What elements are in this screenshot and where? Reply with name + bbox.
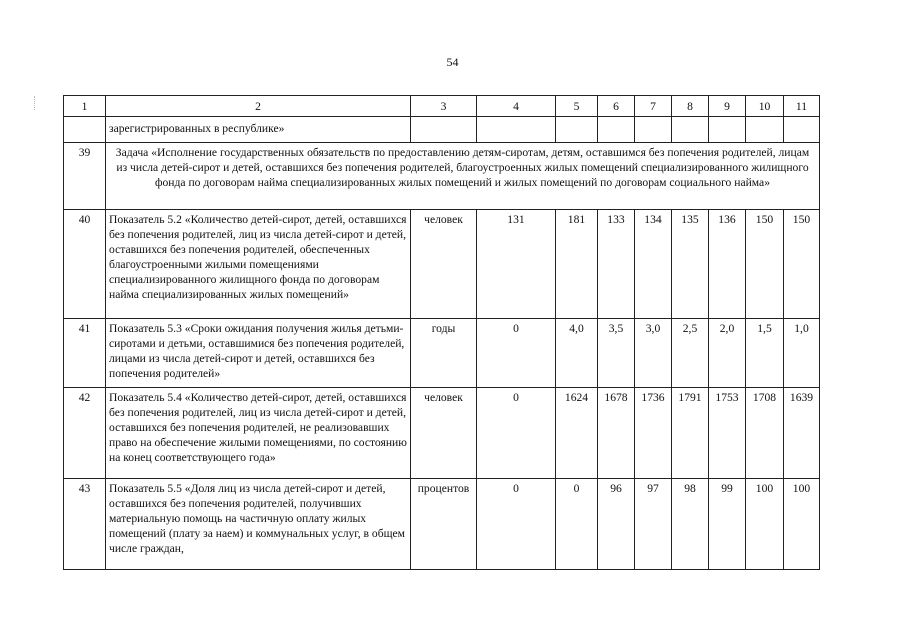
row-number: 43 (64, 479, 106, 570)
value-cell: 1708 (746, 388, 784, 479)
value-cell: 131 (477, 210, 556, 319)
table-row (64, 210, 820, 319)
value-cell: 1,0 (784, 319, 820, 388)
row-number: 39 (64, 143, 106, 210)
value-cell: 0 (556, 479, 598, 570)
indicator-text: Показатель 5.5 «Доля лиц из числа детей-сирот и детей, оставшихся без попечения родителей, получивших материальную помощь на частичную оплату жилых помещений (плату за наем) и коммунальных услуг, в общем числе граждан, (106, 479, 411, 570)
value-cell: 4,0 (556, 319, 598, 388)
value-cell: 2,5 (672, 319, 709, 388)
value-cell: 100 (784, 479, 820, 570)
column-header: 7 (635, 96, 672, 117)
value-cell: 1624 (556, 388, 598, 479)
value-cell: 1791 (672, 388, 709, 479)
column-header: 5 (556, 96, 598, 117)
column-header: 4 (477, 96, 556, 117)
task-row (64, 143, 820, 210)
continuation-text: зарегистрированных в республике» (106, 117, 411, 143)
page-number: 54 (446, 55, 459, 69)
row-number: 41 (64, 319, 106, 388)
empty-cell (477, 117, 556, 143)
value-cell: 2,0 (709, 319, 746, 388)
value-cell: 97 (635, 479, 672, 570)
table-row (64, 319, 820, 388)
empty-cell (556, 117, 598, 143)
indicator-text: Показатель 5.2 «Количество детей-сирот, детей, оставшихся без попечения родителей, лиц из числа детей-сирот и детей, оставшихся без попечения родителей, обеспеченных благоустроенными жилыми помещениями специализированного жилищного фонда по договорам найма специализированных жилых помещений» (106, 210, 411, 319)
empty-cell (635, 117, 672, 143)
unit-cell: годы (411, 319, 477, 388)
value-cell: 99 (709, 479, 746, 570)
value-cell: 1736 (635, 388, 672, 479)
value-cell: 0 (477, 319, 556, 388)
continuation-row (64, 117, 820, 143)
column-header: 6 (598, 96, 635, 117)
value-cell: 150 (784, 210, 820, 319)
value-cell: 0 (477, 479, 556, 570)
indicator-text: Показатель 5.3 «Сроки ожидания получения жилья детьми-сиротами и детьми, оставшимися без попечения родителей, лицами из числа детей-сирот и детей, оставшихся без попечения родителей» (106, 319, 411, 388)
value-cell: 1639 (784, 388, 820, 479)
value-cell: 1753 (709, 388, 746, 479)
column-header: 1 (64, 96, 106, 117)
column-header: 2 (106, 96, 411, 117)
value-cell: 100 (746, 479, 784, 570)
empty-cell (746, 117, 784, 143)
value-cell: 134 (635, 210, 672, 319)
empty-cell (672, 117, 709, 143)
value-cell: 1678 (598, 388, 635, 479)
value-cell: 98 (672, 479, 709, 570)
empty-cell (709, 117, 746, 143)
indicators-table (63, 95, 820, 570)
table-row (64, 388, 820, 479)
empty-cell (598, 117, 635, 143)
empty-cell (411, 117, 477, 143)
value-cell: 135 (672, 210, 709, 319)
table-row (64, 479, 820, 570)
row-number: 40 (64, 210, 106, 319)
value-cell: 0 (477, 388, 556, 479)
unit-cell: человек (411, 388, 477, 479)
column-header: 11 (784, 96, 820, 117)
value-cell: 3,5 (598, 319, 635, 388)
value-cell: 133 (598, 210, 635, 319)
value-cell: 136 (709, 210, 746, 319)
row-number (64, 117, 106, 143)
value-cell: 96 (598, 479, 635, 570)
task-text: Задача «Исполнение государственных обязательств по предоставлению детям-сиротам, детям, оставшимся без попечения родителей, лицам из числа детей-сирот и детей, оставшихся без попечения родителей, благоустроенных жилых помещений специализированного жилищного фонда по договорам найма специализированных жилых помещений и жилых помещений по договорам социального найма» (106, 143, 820, 210)
unit-cell: человек (411, 210, 477, 319)
value-cell: 150 (746, 210, 784, 319)
value-cell: 181 (556, 210, 598, 319)
row-number: 42 (64, 388, 106, 479)
column-header: 8 (672, 96, 709, 117)
table-header-row (64, 96, 820, 117)
value-cell: 1,5 (746, 319, 784, 388)
empty-cell (784, 117, 820, 143)
column-header: 9 (709, 96, 746, 117)
scan-artifact (34, 96, 37, 110)
value-cell: 3,0 (635, 319, 672, 388)
indicator-text: Показатель 5.4 «Количество детей-сирот, детей, оставшихся без попечения родителей, лиц из числа детей-сирот и детей, оставшихся без попечения родителей, не реализовавших право на обеспечение жилыми помещениями, по состоянию на конец соответствующего года» (106, 388, 411, 479)
column-header: 10 (746, 96, 784, 117)
unit-cell: процентов (411, 479, 477, 570)
column-header: 3 (411, 96, 477, 117)
